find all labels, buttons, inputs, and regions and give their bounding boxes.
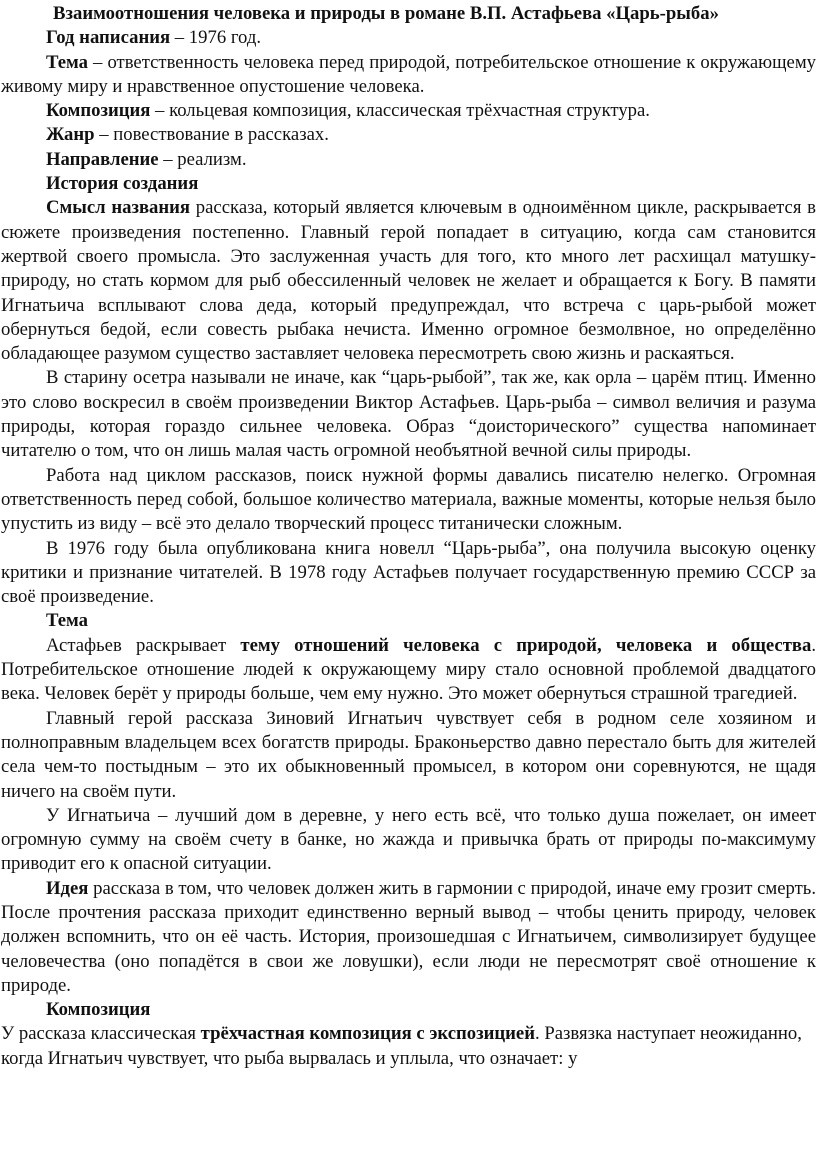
- title-meaning-label: Смысл названия: [46, 197, 191, 219]
- meta-theme: [1, 51, 816, 100]
- theme-paragraph-1: [1, 634, 816, 707]
- idea-paragraph-text: рассказа в том, что человек должен жить в гармонии с природой, иначе ему грозит смерть. После прочтения рассказа приходит единственно верный вывод – чтобы ценить природу, человек должен вспомнить, что он её часть. История, произошедшая с Игнатьичем, символизирует будущее человечества (оно попадётся в свои же ловушки), если люди не пересмотрят своё отношение к природе.: [1, 877, 816, 996]
- section-heading-history: История создания: [46, 173, 199, 195]
- theme-paragraph-1-before: Астафьев раскрывает: [46, 634, 241, 656]
- section-heading-composition: Композиция: [46, 999, 151, 1021]
- idea-label: Идея: [46, 877, 89, 899]
- theme-paragraph-3: У Игнатьича – лучший дом в деревне, у него есть всё, что только душа пожелает, он имеет огромную сумму на своём счету в банке, но жажда и привычка брать от природы по-максимуму приводит его к опасной ситуации.: [1, 804, 816, 875]
- meta-direction: [1, 148, 816, 172]
- history-paragraph-3: Работа над циклом рассказов, поиск нужной формы давались писателю нелегко. Огромная ответственность перед собой, большое количество материала, важные моменты, которые нельзя было упустить из виду – всё это делало творческий процесс титанически сложным.: [1, 464, 816, 535]
- meta-theme-text: – ответственность человека перед природой, потребительское отношение к окружающему живому миру и нравственное опустошение человека.: [1, 51, 816, 97]
- composition-paragraph-1-after: . Развязка наступает неожиданно, когда Игнатьич чувствует, что рыба вырвалась и уплыла, что означает: у: [1, 1023, 802, 1069]
- theme-paragraph-2: Главный герой рассказа Зиновий Игнатьич чувствует себя в родном селе хозяином и полноправным владельцем всех богатств природы. Браконьерство давно перестало быть для жителей села чем-то постыдным – это их обыкновенный промысел, в котором они соревнуются, не щадя ничего на своём пути.: [1, 707, 816, 802]
- meta-genre-label: Жанр: [46, 124, 95, 146]
- meta-composition-label: Композиция: [46, 100, 151, 122]
- composition-paragraph-1-bold: трёхчастная композиция с экспозицией: [200, 1023, 535, 1045]
- history-paragraph-4: В 1976 году была опубликована книга новелл “Царь-рыба”, она получила высокую оценку критики и признание читателей. В 1978 году Астафьев получает государственную премию СССР за своё произведение.: [1, 537, 816, 608]
- composition-paragraph-1: [1, 1022, 816, 1071]
- meta-year: [1, 26, 816, 50]
- meta-direction-text: – реализм.: [158, 148, 247, 170]
- idea-paragraph: [1, 877, 816, 998]
- history-paragraph-2: В старину осетра называли не иначе, как “царь-рыбой”, так же, как орла – царём птиц. Именно это слово воскресил в своём произведении Виктор Астафьев. Царь-рыба – символ величия и разума природы, которая гораздо сильнее человека. Образ “доисторического” существа напоминает читателю о том, что он лишь малая часть огромной необъятной вечной силы природы.: [1, 367, 816, 462]
- meta-composition: [1, 99, 816, 123]
- composition-paragraph-1-before: У рассказа классическая: [1, 1023, 201, 1045]
- meta-genre-text: – повествование в рассказах.: [94, 124, 329, 146]
- theme-paragraph-1-after: . Потребительское отношение людей к окружающему миру стало основной проблемой двадцатого века. Человек берёт у природы больше, чем ему нужно. Это может обернуться страшной трагедией.: [1, 634, 816, 705]
- meta-composition-text: – кольцевая композиция, классическая трёхчастная структура.: [150, 100, 650, 122]
- section-heading-theme: Тема: [46, 610, 88, 632]
- theme-paragraph-1-bold: тему отношений человека с природой, человека и общества: [240, 634, 812, 656]
- history-paragraph-1: [1, 196, 816, 366]
- history-paragraph-1-text: рассказа, который является ключевым в одноимённом цикле, раскрывается в сюжете произведения постепенно. Главный герой попадает в ситуацию, когда сам становится жертвой своего промысла. Это заслуженная участь для того, кто много лет расхищал матушку-природу, но стать кормом для рыб обессиленный человек не желает и обращается к Богу. В памяти Игнатьича всплывают слова деда, который предупреждал, что встреча с царь-рыбой может обернуться бедой, если совесть рыбака нечиста. Именно огромное безмолвное, но определённо обладающее разумом существо заставляет человека пересмотреть свою жизнь и раскаяться.: [1, 197, 816, 365]
- meta-year-text: – 1976 год.: [170, 27, 262, 49]
- meta-direction-label: Направление: [46, 148, 159, 170]
- document-title: Взаимоотношения человека и природы в романе В.П. Астафьева «Царь-рыба»: [53, 3, 719, 24]
- meta-year-label: Год написания: [46, 27, 171, 49]
- meta-genre: [1, 123, 816, 147]
- meta-theme-label: Тема: [46, 51, 88, 73]
